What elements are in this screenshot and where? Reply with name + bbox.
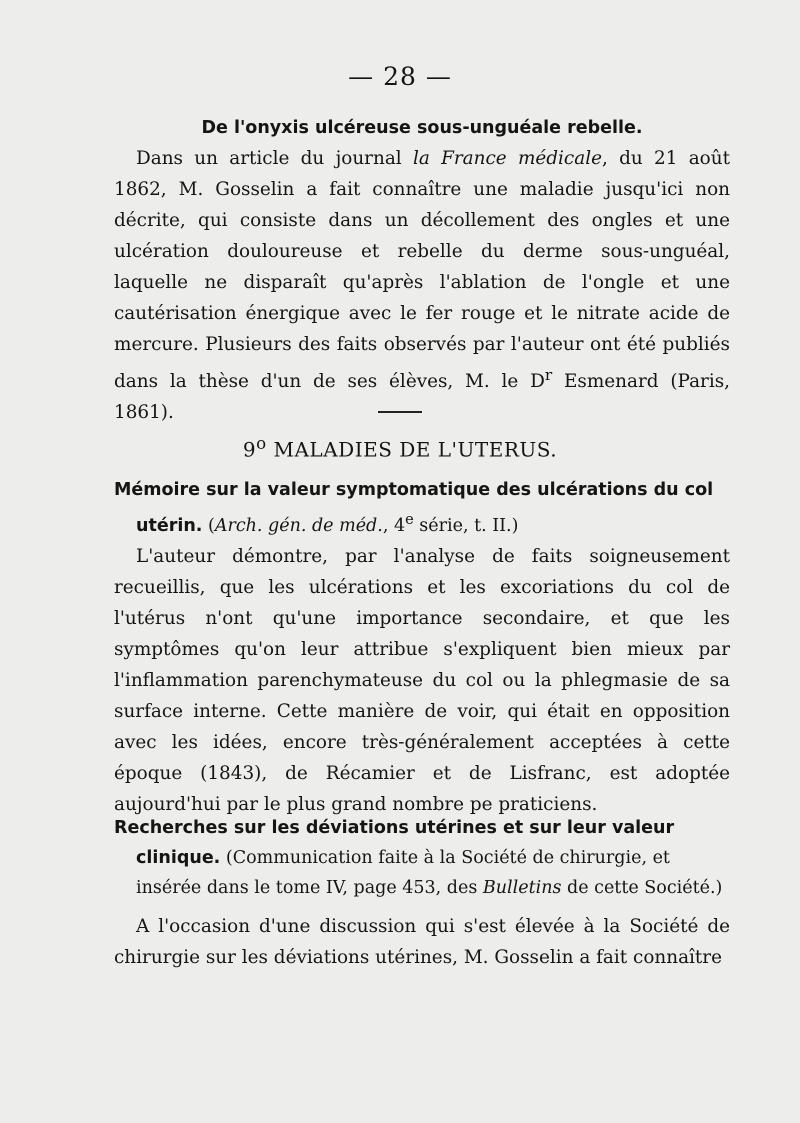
article-body-ulcerations: L'auteur démontre, par l'analyse de faits soigneusement recueillis, que les ulcérations et les excoriations du col de l'utérus n'ont qu'une importance secondaire, et que les symptômes qu'on leur attribue s'expliquent bien mieux par l'inflammation parenchymateuse du col ou la phlegmasie de sa surface interne. Cette manière de voir, qui était en opposition avec les idées, encore très-généralement acceptées à cette époque (1843), de Récamier et de Lisfranc, est adoptée aujourd'hui par le plus grand nombre pe praticiens.: [114, 545, 730, 815]
journal-name: la France médicale: [412, 148, 602, 169]
article-body-onyxis: Dans un article du journal la France médicale, du 21 août 1862, M. Gosselin a fait connaître une maladie jusqu'ici non décrite, qui consiste dans un décollement des ongles et une ulcération douloureuse et rebelle du derme sous-unguéal, laquelle ne disparaît qu'après l'ablation de l'ongle et une cautérisation énergique avec le fer rouge et le nitrate acide de mercure. Plusieurs des faits observés par l'auteur ont été publiés dans la thèse d'un de ses élèves, M. le $D^r$ Esmenard (Paris, 1861).: [114, 148, 730, 424]
section-title: 9$^o$ MALADIES DE L'UTERUS.: [242, 434, 558, 462]
section-divider: [378, 411, 422, 413]
article-title-ulcerations: Mémoire sur la valeur symptomatique des ulcérations du col utérin. (Arch. gén. de méd., 4e série, t. II.): [114, 480, 714, 536]
page-number: — 28 —: [348, 62, 452, 91]
article-body-deviations: A l'occasion d'une discussion qui s'est élevée à la Société de chirurgie sur les déviations utérines, M. Gosselin a fait connaître: [114, 916, 730, 968]
article-title-deviations: Recherches sur les déviations utérines et sur leur valeur clinique. (Communication faite à la Société de chirurgie, et insérée dans le tome IV, page 453, des Bulletins de cette Société.): [114, 818, 723, 898]
article-onyxis: [114, 113, 730, 428]
article-ulcerations: [114, 475, 730, 820]
article-title-onyxis: De l'onyxis ulcéreuse sous-unguéale rebelle.: [201, 118, 643, 138]
article-deviations: [114, 813, 730, 973]
